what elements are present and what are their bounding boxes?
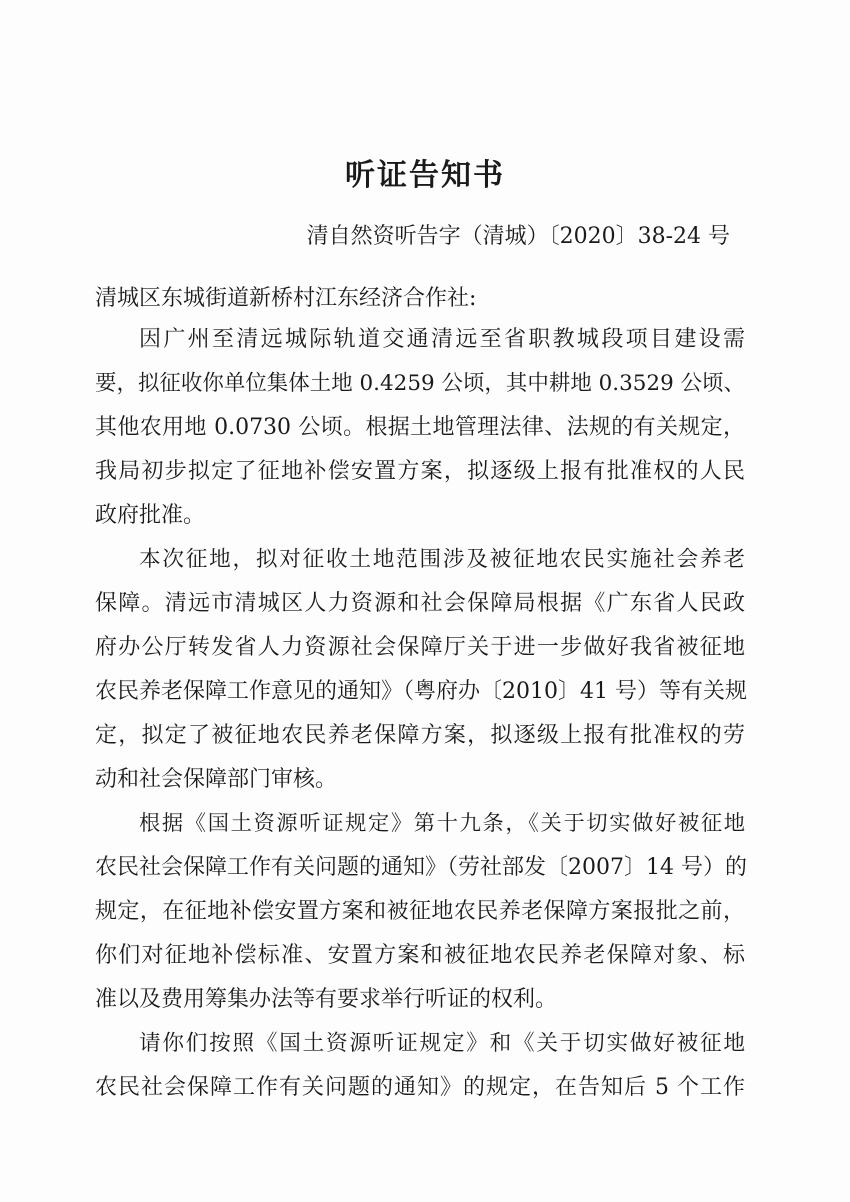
paragraph-4 xyxy=(95,1022,745,1110)
paragraph-1 xyxy=(95,318,745,538)
text-line: 我局初步拟定了征地补偿安置方案，拟逐级上报有批准权的人民 xyxy=(95,459,745,484)
text-line: 府办公厅转发省人力资源社会保障厅关于进一步做好我省被征地 xyxy=(95,635,745,660)
text-line: 定，拟定了被征地农民养老保障方案，拟逐级上报有批准权的劳 xyxy=(95,723,745,748)
addressee: 清城区东城街道新桥村江东经济合作社: xyxy=(95,286,477,311)
text-line: 根据《国土资源听证规定》第十九条，《关于切实做好被征地 xyxy=(139,811,745,836)
text-line: 动和社会保障部门审核。 xyxy=(95,767,338,792)
text-line: 本次征地，拟对征收土地范围涉及被征地农民实施社会养老 xyxy=(139,547,745,572)
text-line: 你们对征地补偿标准、安置方案和被征地农民养老保障对象、标 xyxy=(95,943,745,968)
document-number: 清自然资听告字（清城）〔2020〕38-24 号 xyxy=(306,224,730,249)
text-line: 农民社会保障工作有关问题的通知》（劳社部发〔2007〕14 号）的 xyxy=(95,855,747,880)
text-line: 要，拟征收你单位集体土地 0.4259 公顷，其中耕地 0.3529 公顷、 xyxy=(95,371,745,396)
text-line: 保障。清远市清城区人力资源和社会保障局根据《广东省人民政 xyxy=(95,591,745,616)
text-line: 请你们按照《国土资源听证规定》和《关于切实做好被征地 xyxy=(139,1031,745,1056)
text-line: 准以及费用筹集办法等有要求举行听证的权利。 xyxy=(95,987,558,1012)
text-line: 因广州至清远城际轨道交通清远至省职教城段项目建设需 xyxy=(139,327,745,352)
text-line: 政府批准。 xyxy=(95,503,206,528)
paragraph-3 xyxy=(95,802,745,1022)
document-body xyxy=(95,318,745,1110)
text-line: 农民养老保障工作意见的通知》（粤府办〔2010〕41 号）等有关规 xyxy=(95,679,747,704)
paragraph-2 xyxy=(95,538,745,802)
text-line: 规定，在征地补偿安置方案和被征地农民养老保障方案报批之前， xyxy=(95,899,745,924)
text-line: 其他农用地 0.0730 公顷。根据土地管理法律、法规的有关规定， xyxy=(95,415,745,440)
document-title: 听证告知书 xyxy=(345,158,505,193)
text-line: 农民社会保障工作有关问题的通知》的规定，在告知后 5 个工作 xyxy=(95,1075,745,1100)
